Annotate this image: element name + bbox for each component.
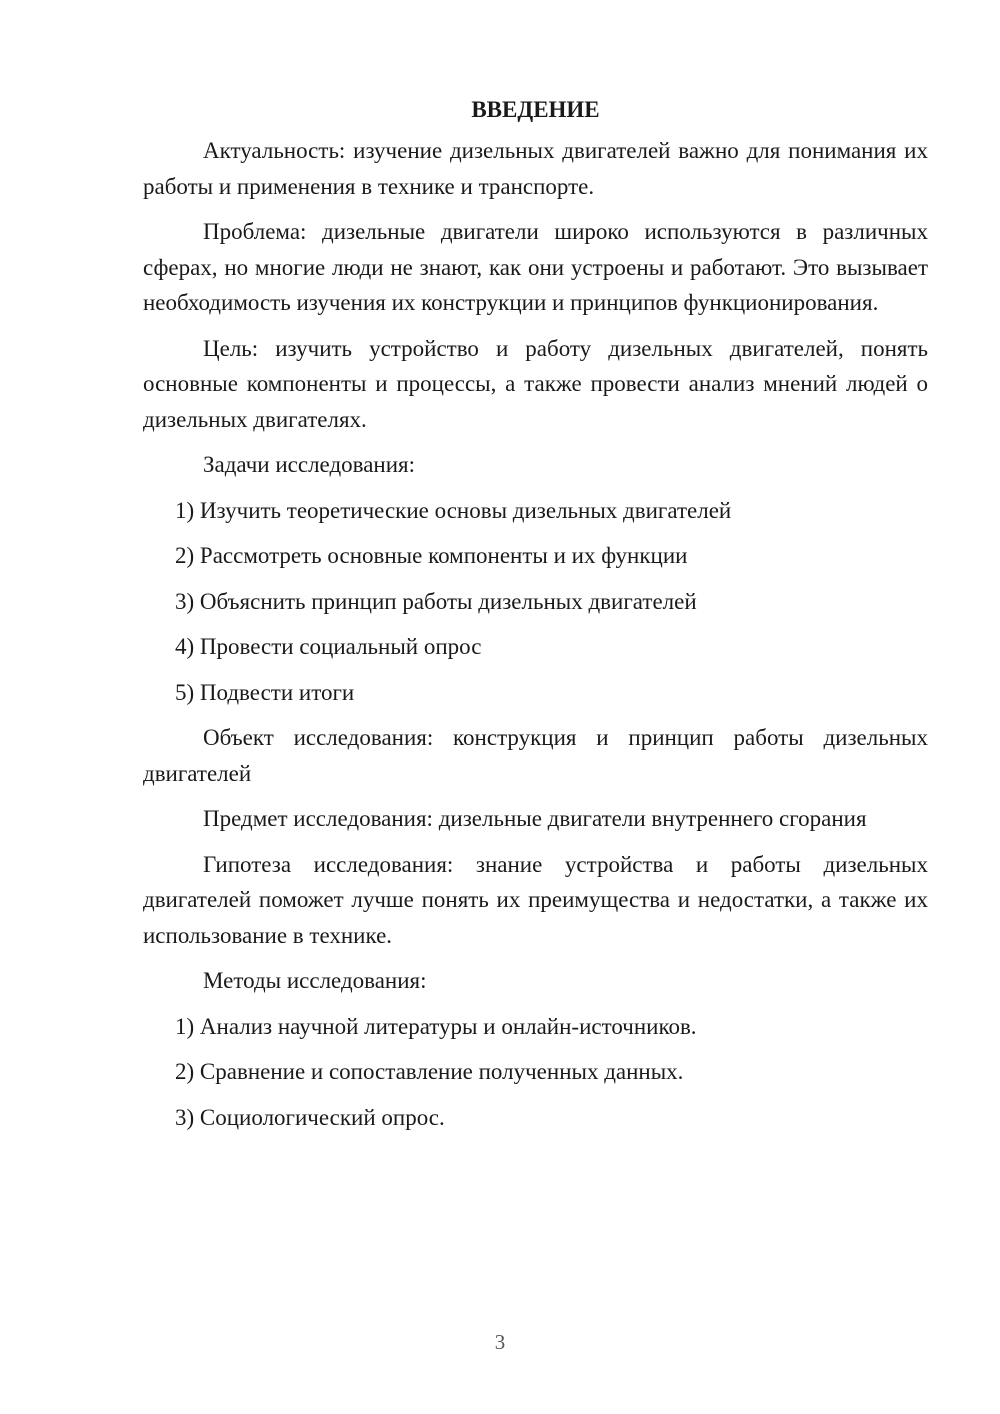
tasks-title: Задачи исследования: — [203, 452, 416, 477]
page-title: ВВЕДЕНИЕ — [471, 97, 600, 122]
task-item: 4) Провести социальный опрос — [175, 634, 482, 659]
goal-paragraph: Цель: изучить устройство и работу дизельных двигателей, понять основные компоненты и процессы, а также провести анализ мнений людей о дизельных двигателях. — [143, 335, 928, 432]
task-item: 1) Изучить теоретические основы дизельных двигателей — [175, 497, 732, 523]
method-item: 3) Социологический опрос. — [175, 1104, 445, 1130]
hypothesis-paragraph: Гипотеза исследования: знание устройства и работы дизельных двигателей поможет лучше понять их преимущества и недостатки, а также их использование в технике. — [143, 851, 928, 948]
document-page — [143, 92, 928, 1145]
method-item: 2) Сравнение и сопоставление полученных данных. — [175, 1059, 684, 1084]
problem-paragraph: Проблема: дизельные двигатели широко используются в различных сферах, но многие люди не знают, как они устроены и работают. Это вызывает необходимость изучения их конструкции и принципов функционирования. — [143, 219, 928, 315]
task-item: 5) Подвести итоги — [175, 679, 355, 705]
relevance-paragraph: Актуальность: изучение дизельных двигателей важно для понимания их работы и применения в технике и транспорте. — [143, 138, 928, 199]
page-number: 3 — [494, 1330, 506, 1354]
methods-title: Методы исследования: — [203, 968, 427, 993]
method-item: 1) Анализ научной литературы и онлайн-источников. — [175, 1013, 697, 1039]
task-item: 2) Рассмотреть основные компоненты и их функции — [175, 543, 688, 568]
task-item: 3) Объяснить принцип работы дизельных двигателей — [175, 588, 697, 614]
subject-paragraph: Предмет исследования: дизельные двигатели внутреннего сгорания — [203, 806, 867, 831]
object-paragraph: Объект исследования: конструкция и принцип работы дизельных двигателей — [143, 725, 928, 786]
